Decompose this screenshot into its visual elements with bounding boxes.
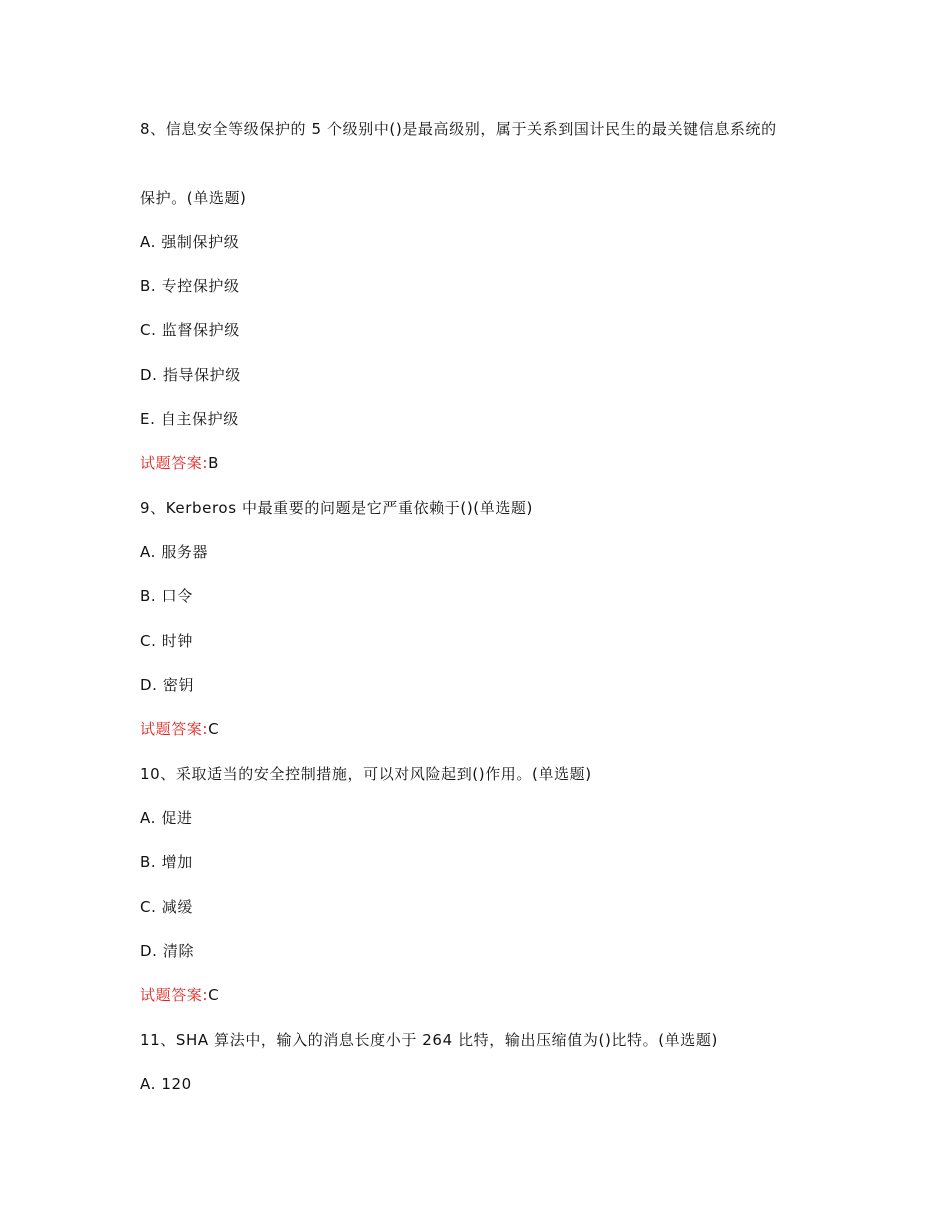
answer-label: 试题答案:	[140, 454, 209, 472]
question-11-stem: 11、SHA 算法中，输入的消息长度小于 264 比特，输出压缩值为()比特。(单选题)	[140, 1031, 718, 1049]
answer-label: 试题答案:	[140, 986, 209, 1004]
answer-label: 试题答案:	[140, 720, 209, 738]
question-9-option-a: A. 服务器	[140, 543, 209, 561]
question-9-stem: 9、Kerberos 中最重要的问题是它严重依赖于()(单选题)	[140, 499, 533, 517]
question-9-option-d: D. 密钥	[140, 676, 195, 694]
question-9-option-b: B. 口令	[140, 587, 193, 605]
question-8-option-e: E. 自主保护级	[140, 410, 239, 428]
question-8-answer	[140, 453, 219, 473]
question-10-option-c: C. 减缓	[140, 898, 194, 916]
question-11-option-a: A. 120	[140, 1075, 192, 1093]
question-8-option-b: B. 专控保护级	[140, 277, 240, 295]
question-10-option-d: D. 清除	[140, 942, 195, 960]
answer-value: B	[208, 454, 219, 472]
question-10-answer	[140, 985, 219, 1005]
question-8-option-c: C. 监督保护级	[140, 321, 240, 339]
question-10-option-a: A. 促进	[140, 809, 193, 827]
question-10-stem: 10、采取适当的安全控制措施，可以对风险起到()作用。(单选题)	[140, 765, 592, 783]
question-9-answer	[140, 719, 219, 739]
question-9-option-c: C. 时钟	[140, 632, 194, 650]
question-8-option-d: D. 指导保护级	[140, 366, 241, 384]
question-10-option-b: B. 增加	[140, 853, 193, 871]
answer-value: C	[208, 986, 220, 1004]
question-8-stem-cont: 保护。(单选题)	[140, 189, 247, 207]
question-8-option-a: A. 强制保护级	[140, 233, 240, 251]
answer-value: C	[208, 720, 220, 738]
question-8-stem: 8、信息安全等级保护的 5 个级别中()是最高级别，属于关系到国计民生的最关键信息系统的	[140, 120, 777, 138]
